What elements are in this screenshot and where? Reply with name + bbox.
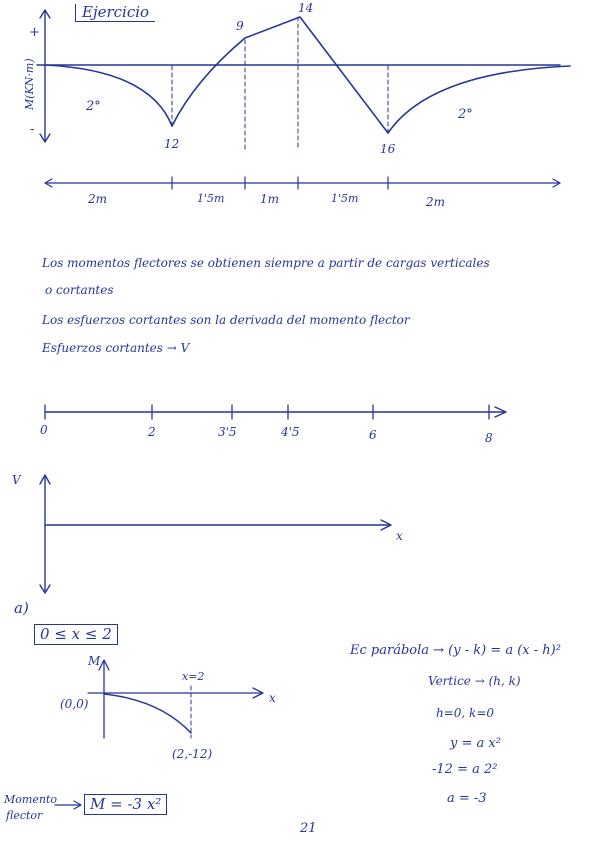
end-point-label: (2,-12) [172, 747, 213, 761]
region-label-left: 2° [86, 99, 101, 114]
plus-sign: + [29, 25, 40, 40]
shear-x-label: x [396, 529, 403, 543]
note-line-3: Esfuerzos cortantes → V [42, 341, 190, 355]
moment-curve-right [388, 66, 570, 133]
moment-word: Momento [4, 793, 57, 806]
vertex-label: Vertice → (h, k) [428, 674, 521, 688]
span-label-4: 1'5m [331, 192, 359, 205]
tick-0: 0 [40, 423, 48, 437]
page-number: 21 [300, 821, 317, 836]
note-line-1: Los momentos flectores se obtienen siempre a partir de cargas verticales [42, 256, 490, 270]
h-k-values: h=0, k=0 [436, 706, 495, 720]
note-line-1b: o cortantes [45, 283, 114, 297]
span-label-3: 1m [260, 192, 280, 206]
section-a-parabola [104, 694, 191, 733]
region-label-right: 2° [458, 107, 473, 122]
x-axis-label: x [269, 691, 276, 705]
tick-8: 8 [485, 431, 493, 445]
peak-label-14: 14 [298, 1, 314, 15]
tick-3-5: 3'5 [218, 425, 237, 439]
step-y-ax2: y = a x² [450, 736, 501, 751]
moment-axis-label: M(KN·m) [23, 58, 36, 110]
exercise-title: Ejercicio [75, 4, 155, 22]
moment-curve-left [45, 65, 172, 126]
note-line-2: Los esfuerzos cortantes son la derivada del momento flector [42, 313, 410, 327]
peak-label-12: 12 [164, 137, 180, 151]
shear-v-label: V [12, 473, 21, 487]
step-result-a: a = -3 [447, 791, 487, 806]
flector-word: flector [6, 809, 43, 822]
interval-box: 0 ≤ x ≤ 2 [34, 624, 118, 645]
peak-label-16: 16 [380, 142, 396, 156]
parabola-equation: Ec parábola → (y - k) = a (x - h)² [350, 643, 561, 658]
span-label-1: 2m [88, 192, 108, 206]
peak-label-9: 9 [236, 19, 244, 33]
moment-curve-middle [172, 17, 388, 133]
span-label-2: 1'5m [197, 192, 225, 205]
step-substitution: -12 = a 2² [432, 762, 498, 777]
section-a-label: a) [14, 599, 29, 617]
moment-equation-box: M = -3 x² [84, 794, 167, 815]
tick-4-5: 4'5 [281, 425, 300, 439]
x-equals-2-label: x=2 [182, 670, 205, 683]
tick-6: 6 [369, 428, 377, 442]
tick-2: 2 [148, 425, 156, 439]
origin-point-label: (0,0) [60, 697, 89, 711]
m-axis-label: M [88, 654, 101, 668]
minus-sign: - [30, 122, 35, 137]
span-label-5: 2m [426, 195, 446, 209]
